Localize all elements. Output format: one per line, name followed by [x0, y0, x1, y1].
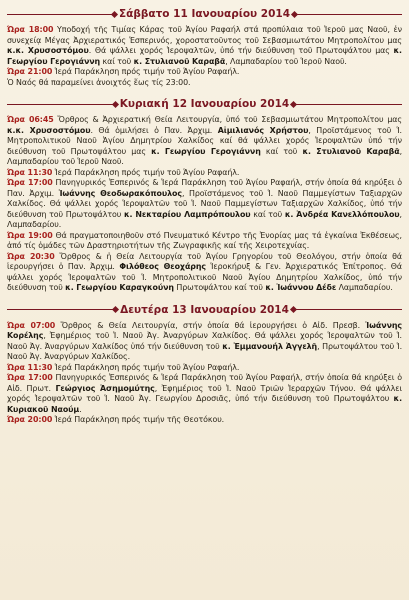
day-header — [7, 96, 402, 112]
entry-text: , Λαμπαδαρίου. — [7, 209, 402, 229]
day-header — [7, 302, 402, 318]
ornament-rule-right — [293, 309, 402, 310]
entry-text: , Λαμπαδαρίου τοῦ Ἱεροῦ Ναοῦ. — [225, 56, 347, 66]
person-name: Αἰμιλιανός Χρήστου — [217, 125, 309, 135]
person-name: Φιλόθεος Θεοχάρης — [119, 262, 206, 271]
entry-text: , Ἐφημέριος τοῦ Ἱ. Ναοῦ Τριῶν Ἱεραρχῶν Τήνου. Θά ψάλλει χορός Ἱεροψαλτῶν τοῦ Ἱ. Ναοῦ Ἀγ. Γεωργίου Δροσιᾶς, ὑπό τήν διεύθυνση τοῦ Πρωτοψάλτου — [7, 383, 402, 403]
person-name: κ. Ἐμμανουήλ Ἀγγελῆ — [222, 341, 318, 351]
schedule-entry — [7, 231, 402, 252]
day-title: Σάββατο 11 Ιανουαρίου 2014 — [118, 8, 291, 20]
entry-text: Ὄρθρος & ἡ Θεία Λειτουργία τοῦ Ἁγίου Γρηγορίου τοῦ Θεολόγου, στήν ὁποία θά ἱερουργήσει ὁ Παν. Ἀρχιμ. — [7, 251, 402, 271]
entry-text: , Προϊστάμενος τοῦ Ἱ. Ναοῦ Παμμεγίστων Ταξιαρχῶν Χαλκίδος. Θά ψάλλει χορός Ἱεροψαλτῶν τοῦ Ἱ. Ναοῦ Παμμεγίστων Ταξιαρχῶν Χαλκίδος, ὑπό τήν διεύθυνση τοῦ Πρωτοψάλτου — [7, 188, 402, 219]
entry-time: Ώρα 21:00 — [7, 67, 53, 76]
person-name: κ.κ. Χρυσοστόμου — [7, 125, 91, 135]
day-entries — [7, 115, 402, 294]
entry-text: Υποδοχή τῆς Τιμίας Κάρας τοῦ Ἁγίου Ραφαήλ στά προπύλαια τοῦ Ἱεροῦ μας Ναοῦ, ἐν συνεχείᾳ Μέγας Ἀρχιερατικός Ἑσπερινός, χοροστατοῦντος τοῦ Σεβασμιωτάτου Μητροπολίτου μας — [7, 25, 402, 45]
day-section — [7, 302, 402, 426]
entry-text: Ἱεροκήρυξ & Γεν. Ἀρχιερατικός Ἐπίτροπος. Θά ψάλλει χορός Ἱεροψαλτῶν τοῦ Ἱ. Μητροπολιτικοῦ Ναοῦ Ἁγίου Δημητρίου Χαλκίδος, ὑπό τήν διεύθυνση τοῦ — [7, 262, 402, 292]
entry-text: Πανηγυρικός Ἑσπερινός & Ἱερά Παράκληση τοῦ Ἁγίου Ραφαήλ, στήν ὁποία θά κηρύξει ὁ Αἰδ. Πρωτ. — [7, 373, 402, 393]
schedule-entry — [7, 321, 402, 363]
person-name: Ἰωάννης Κορέλης — [7, 320, 402, 340]
person-name: Ἰωάννης Θεοδωρακόπουλος — [58, 188, 182, 198]
entry-text: , Προϊστάμενος τοῦ Ἱ. Μητροπολιτικοῦ Ναοῦ Ἁγίου Δημητρίου Χαλκίδος καί θά ψάλλει χορός Ἱεροψαλτῶν ὑπό τήν διεύθυνση τοῦ Πρωτοψάλτου μας — [7, 125, 402, 156]
schedule-entry — [7, 178, 402, 231]
entry-text: Πανηγυρικός Ἑσπερινός & Ἱερά Παράκληση τοῦ Ἁγίου Ραφαήλ, στήν ὁποία θά κηρύξει ὁ Παν. Ἀρχιμ. — [7, 178, 402, 198]
schedule-entry — [7, 67, 402, 78]
ornament-rule-left — [7, 14, 115, 15]
person-name: κ. Στυλιανοῦ Καραβᾶ — [302, 146, 400, 156]
day-entries — [7, 25, 402, 88]
schedule-entry — [7, 78, 402, 89]
entry-text: Ἱερά Παράκληση πρός τιμήν τοῦ Ἁγίου Ραφαήλ. — [52, 362, 240, 372]
person-name: κ. Στυλιανοῦ Καραβᾶ — [133, 56, 226, 66]
entry-text: Λαμπαδαρίου. — [336, 283, 393, 292]
person-name: κ. Νεκταρίου Λαμπρόπουλου — [123, 209, 251, 219]
person-name: Γεώργιος Ἀσημομύτης — [55, 383, 155, 393]
person-name: κ.κ. Χρυσοστόμου — [7, 46, 89, 55]
entry-time: Ώρα 19:00 — [7, 230, 53, 240]
entry-text: . Θά ψάλλει χορός Ἱεροψαλτῶν, ὑπό τήν διεύθυνση τοῦ Πρωτοψάλτου μας — [88, 46, 394, 55]
entry-text: καί τοῦ — [100, 56, 134, 66]
schedule-entry — [7, 252, 402, 294]
entry-text: , Λαμπαδαρίου τοῦ Ἱεροῦ Ναοῦ. — [7, 146, 402, 166]
entry-text: Ἱερά Παράκληση πρός τιμήν τῆς Θεοτόκου. — [52, 415, 225, 424]
day-title: Κυριακή 12 Ιανουαρίου 2014 — [119, 98, 290, 110]
person-name: κ. Γεωργίου Γερογιάννη — [151, 146, 261, 156]
day-section — [7, 6, 402, 88]
entry-time: Ώρα 11:30 — [7, 362, 53, 372]
ornament-rule-right — [293, 104, 402, 105]
entry-text: , Ἐφημέριος τοῦ Ἱ. Ναοῦ Ἀγ. Ἀναργύρων Χαλκίδος. Θά ψάλλει χορός Ἱεροψαλτῶν τοῦ Ἱ. Ναοῦ Ἀγ. Ἀναργύρων Χαλκίδος ὑπό τήν διεύθυνση τοῦ — [7, 331, 402, 351]
entry-text: , Πρωτοψάλτου τοῦ Ἱ. Ναοῦ Ἀγ. Ἀναργύρων Χαλκίδος. — [7, 341, 403, 361]
schedule-entry — [7, 373, 402, 415]
entry-text: καί τοῦ — [250, 209, 285, 219]
entry-text: Θά πραγματοποιηθοῦν στό Πνευματικό Κέντρο τῆς Ἐνορίας μας τά ἐγκαίνια Ἐκθέσεως, ἀπό τίς ὁμάδες τῶν Δραστηριοτήτων τῆς Ζωγραφικῆς καί τῆς Χειροτεχνίας. — [7, 230, 402, 250]
day-header — [7, 6, 402, 22]
person-name: κ. Ἀνδρέα Κανελλόπουλου — [284, 209, 400, 219]
ornament-rule-left — [7, 104, 116, 105]
person-name: κ. Γεωργίου Καραγκούνη — [65, 283, 174, 292]
schedule-entry — [7, 363, 402, 374]
ornament-rule-left — [7, 309, 116, 310]
entry-text: . Θά ὁμιλήσει ὁ Παν. Ἀρχιμ. — [90, 125, 218, 135]
person-name: κ. Κυριακοῦ Ναούμ — [7, 394, 402, 414]
entry-time: Ώρα 18:00 — [7, 25, 54, 34]
schedule-entry — [7, 25, 402, 67]
schedule-entry — [7, 415, 402, 426]
entry-text: Ἱερά Παράκληση πρός τιμήν τοῦ Ἁγίου Ραφαήλ. — [52, 167, 240, 177]
person-name: κ. Γεωργίου Γερογιάννη — [7, 46, 402, 66]
entry-time: Ώρα 11:30 — [7, 167, 53, 177]
entry-text: Ὄρθρος & Ἀρχιερατική Θεία Λειτουργία, ὑπό τοῦ Σεβασμιωτάτου Μητροπολίτου μας — [53, 115, 402, 124]
entry-time: Ώρα 20:00 — [7, 415, 53, 424]
entry-time: Ώρα 20:30 — [7, 251, 55, 261]
entry-text: καί τοῦ — [260, 146, 303, 156]
person-name: κ. Ἰωάννου Δέδε — [265, 283, 337, 292]
entry-text: Πρωτοψάλτου καί τοῦ — [173, 283, 266, 292]
entry-time: Ώρα 17:00 — [7, 373, 53, 382]
day-section — [7, 96, 402, 294]
entry-time: Ώρα 07:00 — [7, 320, 56, 330]
entry-time: Ώρα 06:45 — [7, 115, 54, 124]
entry-text: . — [79, 404, 82, 414]
day-entries — [7, 321, 402, 426]
entry-text: Ὄρθρος & Θεία Λειτουργία, στήν ὁποία θά ἱερουργήσει ὁ Αἰδ. Πρεσβ. — [55, 320, 366, 330]
entry-text: Ἱερά Παράκληση πρός τιμήν τοῦ Ἁγίου Ραφαήλ. — [52, 67, 240, 76]
entry-time: Ώρα 17:00 — [7, 178, 53, 187]
ornament-rule-right — [294, 14, 402, 15]
day-title: Δευτέρα 13 Ιανουαρίου 2014 — [120, 303, 289, 316]
schedule-entry — [7, 168, 402, 179]
entry-text: Ὁ Ναός θά παραμείνει ἀνοιχτός ἕως τίς 23:00. — [7, 77, 191, 87]
schedule-entry — [7, 115, 402, 168]
